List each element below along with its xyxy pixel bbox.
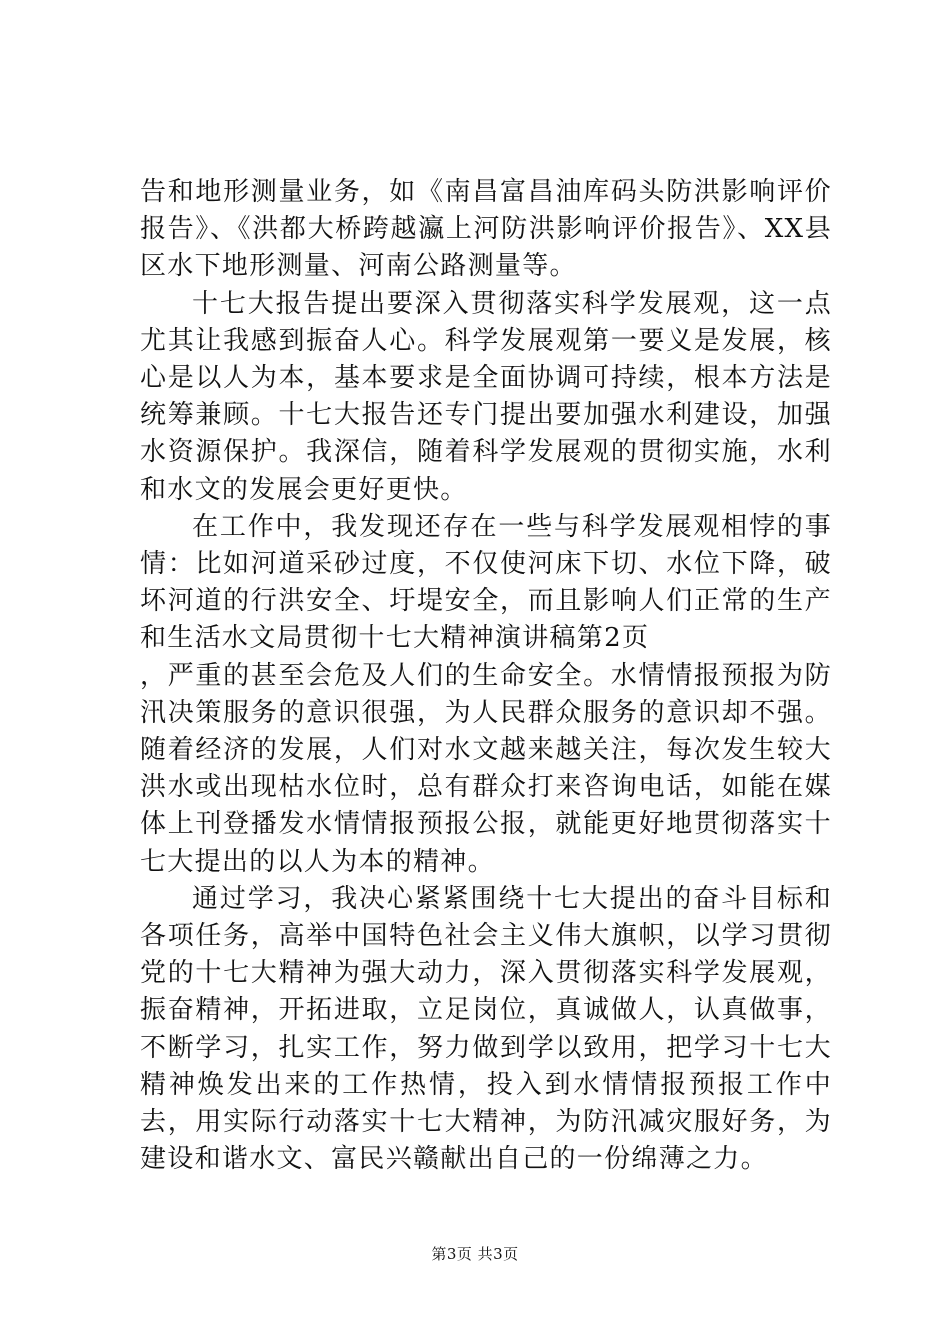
paragraph-4: ，严重的甚至会危及人们的生命安全。水情情报预报为防汛决策服务的意识很强，为人民群众服务的意识却不强。随着经济的发展，人们对水文越来越关注，每次发生较大洪水或出现枯水位时，总有群众打来咨询电话，如能在媒体上刊登播发水情情报预报公报，就能更好地贯彻落实十七大提出的以人为本的精神。 — [140, 660, 832, 877]
document-body — [140, 174, 832, 1178]
paragraph-5: 通过学习，我决心紧紧围绕十七大提出的奋斗目标和各项任务，高举中国特色社会主义伟大旗帜，以学习贯彻党的十七大精神为强大动力，深入贯彻落实科学发展观，振奋精神，开拓进取，立足岗位，真诚做人，认真做事，不断学习，扎实工作，努力做到学以致用，把学习十七大精神焕发出来的工作热情，投入到水情情报预报工作中去，用实际行动落实十七大精神，为防汛减灾服好务，为建设和谐水文、富民兴赣献出自己的一份绵薄之力。 — [140, 883, 832, 1175]
paragraph-3: 在工作中，我发现还存在一些与科学发展观相悖的事情：比如河道采砂过度，不仅使河床下切、水位下降，破坏河道的行洪安全、圩堤安全，而且影响人们正常的生产和生活水文局贯彻十七大精神演讲稿第2页 — [140, 511, 832, 654]
page-footer: 第3页 共3页 — [431, 1245, 519, 1263]
paragraph-2: 十七大报告提出要深入贯彻落实科学发展观，这一点尤其让我感到振奋人心。科学发展观第一要义是发展，核心是以人为本，基本要求是全面协调可持续，根本方法是统筹兼顾。十七大报告还专门提出要加强水利建设，加强水资源保护。我深信，随着科学发展观的贯彻实施，水利和水文的发展会更好更快。 — [140, 288, 832, 505]
paragraph-1: 告和地形测量业务，如《南昌富昌油库码头防洪影响评价报告》、《洪都大桥跨越瀛上河防洪影响评价报告》、XX县区水下地形测量、河南公路测量等。 — [140, 177, 832, 282]
